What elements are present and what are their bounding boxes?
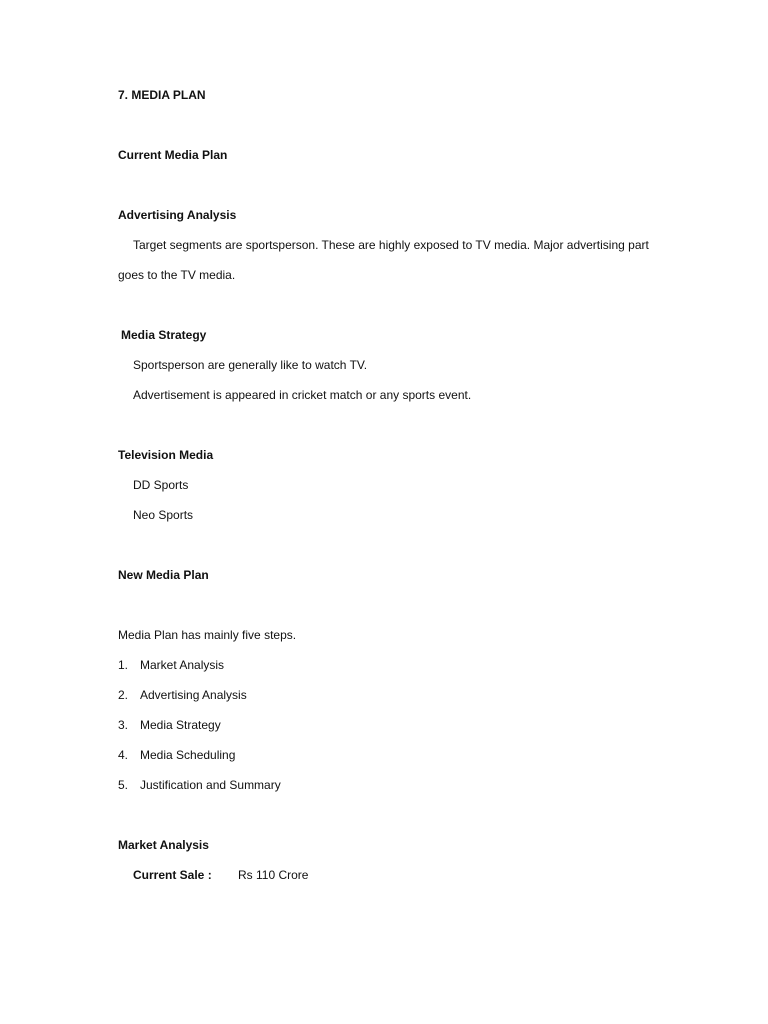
media-strategy-point: Advertisement is appeared in cricket match or any sports event. (133, 388, 472, 402)
media-strategy-point: Sportsperson are generally like to watch TV. (133, 358, 368, 372)
market-analysis-heading: Market Analysis (118, 838, 209, 852)
step-number: 2. (118, 688, 129, 702)
advertising-analysis-text-line1: Target segments are sportsperson. These are highly exposed to TV media. Major advertising part (133, 238, 649, 252)
advertising-analysis-text-line2: goes to the TV media. (118, 268, 236, 282)
new-media-plan-heading: New Media Plan (118, 568, 209, 582)
advertising-analysis-heading: Advertising Analysis (118, 208, 237, 222)
step-number: 5. (118, 778, 129, 792)
step-label: Media Scheduling (140, 748, 236, 762)
new-media-plan-intro: Media Plan has mainly five steps. (118, 628, 297, 642)
step-label: Media Strategy (140, 718, 221, 732)
step-label: Advertising Analysis (140, 688, 247, 702)
section-title: 7. MEDIA PLAN (118, 88, 206, 102)
current-sale-row (133, 868, 308, 882)
step-list-item (118, 658, 224, 672)
step-label: Justification and Summary (140, 778, 281, 792)
television-media-heading: Television Media (118, 448, 214, 462)
step-list-item (118, 748, 235, 762)
tv-channel-item: DD Sports (133, 478, 189, 492)
step-list-item (118, 718, 221, 732)
current-media-plan-heading: Current Media Plan (118, 148, 228, 162)
step-number: 1. (118, 658, 129, 672)
step-list-item (118, 778, 281, 792)
current-sale-label: Current Sale : (133, 868, 212, 882)
step-number: 4. (118, 748, 129, 762)
step-number: 3. (118, 718, 129, 732)
tv-channel-item: Neo Sports (133, 508, 194, 522)
media-strategy-heading: Media Strategy (121, 328, 207, 342)
step-label: Market Analysis (140, 658, 225, 672)
current-sale-value: Rs 110 Crore (238, 868, 309, 882)
step-list-item (118, 688, 247, 702)
